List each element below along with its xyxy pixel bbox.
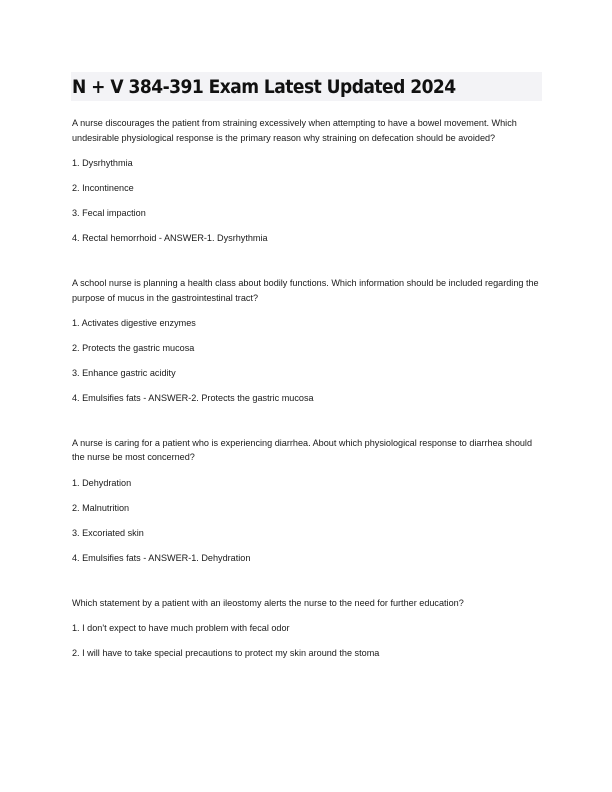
question-stem: Which statement by a patient with an ileostomy alerts the nurse to the need for further education?: [72, 597, 464, 608]
question-block: [72, 436, 547, 566]
answer-option: 4. Emulsifies fats - ANSWER-2. Protects the gastric mucosa: [72, 393, 314, 404]
answer-option: 2. Malnutrition: [72, 502, 130, 513]
question-block: [72, 596, 547, 661]
question-stem: A nurse discourages the patient from straining excessively when attempting to have a bowel movement. Which undesirable physiological response is the primary reason why straining on defecation should be avoided?: [72, 118, 517, 143]
answer-option: 4. Rectal hemorrhoid - ANSWER-1. Dysrhythmia: [72, 233, 268, 244]
answer-option: 2. I will have to take special precautions to protect my skin around the stoma: [72, 648, 380, 659]
document-title: N + V 384-391 Exam Latest Updated 2024: [72, 76, 456, 98]
answer-option: 3. Fecal impaction: [72, 208, 146, 219]
answer-option: 2. Incontinence: [72, 182, 134, 193]
answer-option: 3. Enhance gastric acidity: [72, 368, 176, 379]
question-block: [72, 116, 547, 246]
question-block: [72, 276, 547, 406]
answer-option: 1. Dysrhythmia: [72, 157, 133, 168]
answer-option: 1. Activates digestive enzymes: [72, 317, 196, 328]
answer-option: 1. I don't expect to have much problem with fecal odor: [72, 623, 290, 633]
question-stem: A nurse is caring for a patient who is experiencing diarrhea. About which physiological response to diarrhea should the nurse be most concerned?: [72, 437, 533, 463]
answer-option: 1. Dehydration: [72, 477, 132, 488]
answer-option: 3. Excoriated skin: [72, 528, 144, 539]
answer-option: 4. Emulsifies fats - ANSWER-1. Dehydration: [72, 553, 251, 564]
question-stem: A school nurse is planning a health class about bodily functions. Which information should be included regarding the purpose of mucus in the gastrointestinal tract?: [72, 277, 539, 303]
question-list: [72, 116, 547, 661]
answer-option: 2. Protects the gastric mucosa: [72, 342, 195, 353]
